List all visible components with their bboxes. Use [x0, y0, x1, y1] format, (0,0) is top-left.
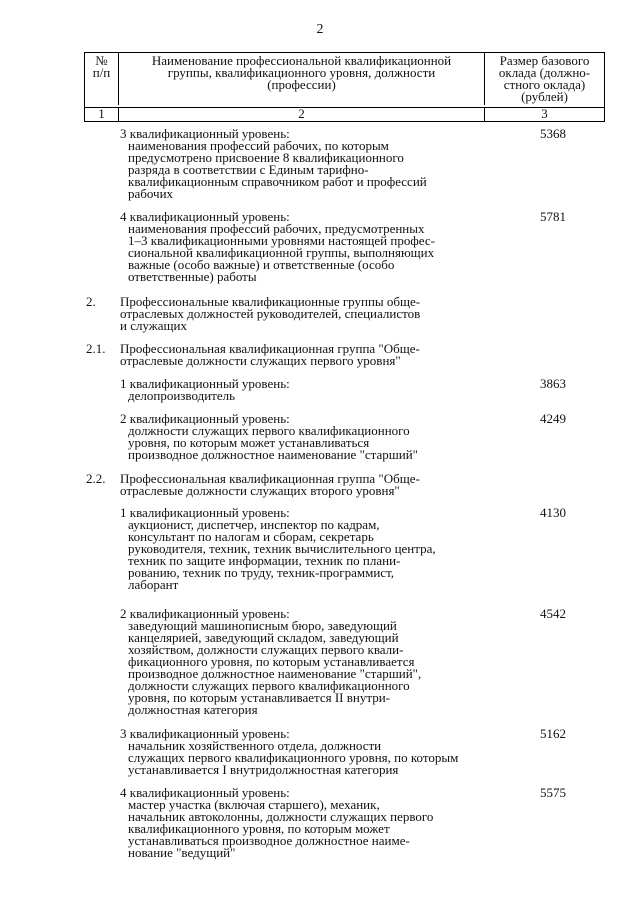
col-salary-header: Размер базового оклада (должно- стного оклада) (рублей)	[498, 53, 591, 104]
col-name-index: 2	[119, 108, 485, 121]
salary-value: 3863	[540, 376, 566, 391]
salary-value: 4130	[540, 505, 566, 520]
section-title: Профессиональная квалификационная группа "Обще- отраслевые должности служащих второго уровня"	[120, 471, 420, 498]
section-title: Профессиональные квалификационные группы обще- отраслевых должностей руководителей, специалистов и служащих	[120, 294, 421, 333]
salary-value: 5575	[540, 785, 566, 800]
col-name-header: Наименование профессиональной квалификационной группы, квалификационного уровня, должности (профессии)	[119, 53, 485, 105]
level-title: 1 квалификационный уровень:	[120, 376, 290, 391]
level-title: 3 квалификационный уровень:	[120, 126, 290, 141]
level-description: заведующий машинописным бюро, заведующий канцелярией, заведующий складом, заведующий хозяйством, должности служащих первого квали- фикационного уровня, по которым устанавливается производное должностное наименование "старший", должности служащих первого квалификационного уровня, по которым устанавливается II внутри- должностная категория	[128, 618, 422, 717]
level-description: наименования профессий рабочих, по которым предусмотрено присвоение 8 квалификационного разряда в соответствии с Единым тарифно- квалификационным справочником работ и профессий рабочих	[128, 138, 427, 201]
section-title: Профессиональная квалификационная группа "Обще- отраслевые должности служащих первого уровня"	[120, 341, 420, 368]
salary-value: 5368	[540, 126, 566, 141]
level-description: делопроизводитель	[128, 388, 236, 403]
level-description: наименования профессий рабочих, предусмотренных 1–3 квалификационными уровнями настоящей профес- сиональной квалификационной группы, выполняющих важные (особо важные) и ответственные (особо ответственные) работы	[128, 221, 435, 284]
col-salary-index: 3	[541, 106, 548, 121]
level-title: 4 квалификационный уровень:	[120, 785, 290, 800]
level-title: 4 квалификационный уровень:	[120, 209, 290, 224]
level-title: 1 квалификационный уровень:	[120, 505, 290, 520]
level-description: начальник хозяйственного отдела, должности служащих первого квалификационного уровня, по которым устанавливается I внутридолжностная категория	[128, 738, 459, 777]
table-header	[84, 52, 605, 122]
level-description: аукционист, диспетчер, инспектор по кадрам, консультант по налогам и сборам, секретарь руководителя, техник, техник вычислительного центра, техник по защите информации, техник по плани- рованию, техник по труду, техник-программист, лаборант	[128, 517, 436, 592]
section-number: 2.	[86, 294, 96, 309]
section-number: 2.1.	[86, 341, 106, 356]
page-number: 2	[316, 22, 324, 37]
level-title: 2 квалификационный уровень:	[120, 411, 290, 426]
level-description: мастер участка (включая старшего), механик, начальник автоколонны, должности служащих первого квалификационного уровня, по которым может устанавливаться производное должностное наиме- нование "ведущий"	[128, 797, 434, 860]
col-number-header: № п/п	[85, 53, 119, 105]
salary-value: 5781	[540, 209, 566, 224]
salary-value: 4249	[540, 411, 566, 426]
col-number-index: 1	[85, 108, 119, 121]
level-title: 3 квалификационный уровень:	[120, 726, 290, 741]
level-description: должности служащих первого квалификационного уровня, по которым может устанавливаться производное должностное наименование "старший"	[128, 423, 418, 462]
level-title: 2 квалификационный уровень:	[120, 606, 290, 621]
section-number: 2.2.	[86, 471, 106, 486]
salary-value: 4542	[540, 606, 566, 621]
salary-value: 5162	[540, 726, 566, 741]
